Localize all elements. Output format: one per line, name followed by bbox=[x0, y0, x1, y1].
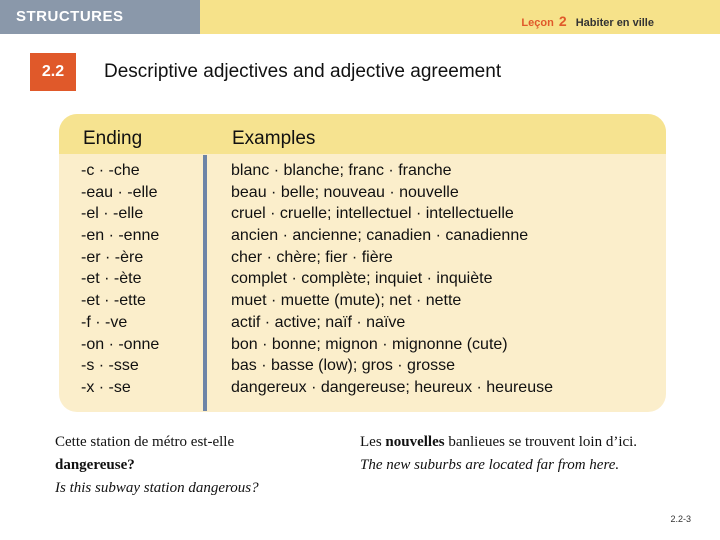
example-left-line2: dangereuse? bbox=[55, 457, 135, 473]
example-cell: bas · basse (low); gros · grosse bbox=[231, 357, 456, 375]
example-cell: actif · active; naïf · naïve bbox=[231, 313, 406, 331]
example-cell: beau · belle; nouveau · nouvelle bbox=[231, 183, 459, 201]
lesson-label bbox=[521, 13, 654, 29]
ending-cell: -el · -elle bbox=[81, 205, 144, 223]
lesson-title: Habiter en ville bbox=[575, 17, 654, 29]
section-number-badge: 2.2 bbox=[30, 53, 76, 91]
ending-cell: -x · -se bbox=[81, 378, 131, 396]
ending-cell: -on · -onne bbox=[81, 335, 160, 353]
column-divider bbox=[203, 155, 207, 411]
header-right-band bbox=[200, 0, 720, 34]
ending-cell: -s · -sse bbox=[81, 357, 139, 375]
examples-column bbox=[231, 160, 553, 399]
example-cell: muet · muette (mute); net · nette bbox=[231, 292, 462, 310]
table-header bbox=[59, 114, 666, 154]
example-cell: dangereux · dangereuse; heureux · heureuse bbox=[231, 378, 553, 396]
example-right-line1 bbox=[360, 431, 637, 454]
page-number: 2.2-3 bbox=[670, 514, 691, 524]
lesson-word: Leçon bbox=[521, 17, 554, 29]
example-cell: complet · complète; inquiet · inquiète bbox=[231, 270, 493, 288]
example-cell: cruel · cruelle; intellectuel · intellectuelle bbox=[231, 205, 514, 223]
ending-cell: -f · -ve bbox=[81, 313, 128, 331]
example-right-pre: Les bbox=[360, 434, 386, 450]
example-cell: cher · chère; fier · fière bbox=[231, 248, 393, 266]
ending-cell: -c · -che bbox=[81, 162, 140, 179]
endings-column bbox=[81, 160, 159, 399]
ending-cell: -et · -ète bbox=[81, 270, 142, 288]
example-right-bold: nouvelles bbox=[385, 434, 445, 450]
section-label: STRUCTURES bbox=[16, 8, 124, 25]
example-left-translation: Is this subway station dangerous? bbox=[55, 480, 259, 496]
example-right-translation: The new suburbs are located far from here. bbox=[360, 457, 620, 473]
header-ending: Ending bbox=[83, 128, 143, 149]
endings-table bbox=[59, 114, 666, 412]
ending-cell: -en · -enne bbox=[81, 227, 160, 245]
ending-cell: -eau · -elle bbox=[81, 183, 158, 201]
example-cell: ancien · ancienne; canadien · canadienne bbox=[231, 227, 529, 245]
example-cell: blanc · blanche; franc · franche bbox=[231, 162, 452, 179]
example-right-post: banlieues se trouvent loin d’ici. bbox=[444, 434, 638, 450]
page-title: Descriptive adjectives and adjective agreement bbox=[104, 61, 502, 82]
ending-cell: -et · -ette bbox=[81, 292, 146, 310]
header-examples: Examples bbox=[232, 128, 316, 149]
ending-cell: -er · -ère bbox=[81, 248, 144, 266]
example-left-line1: Cette station de métro est-elle bbox=[55, 434, 235, 450]
lesson-number: 2 bbox=[558, 13, 567, 29]
example-sentence-left bbox=[55, 431, 259, 500]
example-cell: bon · bonne; mignon · mignonne (cute) bbox=[231, 335, 508, 353]
header-left-band bbox=[0, 0, 200, 34]
header-band bbox=[0, 0, 720, 34]
example-sentence-right bbox=[360, 431, 637, 477]
